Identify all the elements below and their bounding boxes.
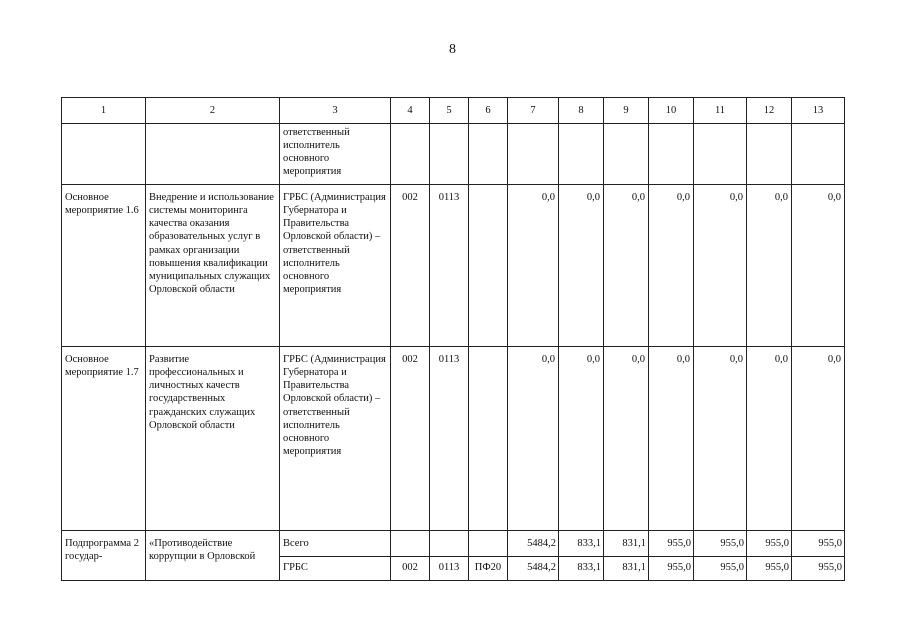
header-cell: 11 <box>694 98 747 124</box>
header-cell: 13 <box>792 98 845 124</box>
table-cell <box>792 124 845 185</box>
value-cell: 955,0 <box>649 557 694 581</box>
code-section: 0113 <box>430 557 469 581</box>
value-cell: 0,0 <box>508 347 559 531</box>
code-section: 0113 <box>430 347 469 531</box>
table-cell <box>146 124 280 185</box>
activity-executor: ГРБС (Администрация Губернатора и Правительства Орловской области) – ответственный исполнитель основного мероприятия <box>280 347 391 531</box>
value-cell: 955,0 <box>649 531 694 557</box>
header-cell: 4 <box>391 98 430 124</box>
code-grbs <box>391 531 430 557</box>
value-cell: 5484,2 <box>508 531 559 557</box>
code-target <box>469 347 508 531</box>
header-cell: 5 <box>430 98 469 124</box>
value-cell: 831,1 <box>604 557 649 581</box>
value-cell: 955,0 <box>694 557 747 581</box>
value-cell: 0,0 <box>508 185 559 347</box>
page-number: 8 <box>449 42 456 57</box>
table-cell <box>62 124 146 185</box>
value-cell: 955,0 <box>792 557 845 581</box>
value-cell: 0,0 <box>792 185 845 347</box>
subprogram-label: Подпрограмма 2 государ- <box>62 531 146 581</box>
value-cell: 833,1 <box>559 531 604 557</box>
header-cell: 6 <box>469 98 508 124</box>
code-target: ПФ20 <box>469 557 508 581</box>
value-cell: 0,0 <box>559 347 604 531</box>
subprogram-total-label: Всего <box>280 531 391 557</box>
value-cell: 0,0 <box>649 347 694 531</box>
value-cell: 0,0 <box>604 347 649 531</box>
table-cell <box>559 124 604 185</box>
header-row <box>62 98 845 124</box>
value-cell: 955,0 <box>747 557 792 581</box>
subprogram-description: «Противодействие коррупции в Орловской <box>146 531 280 581</box>
value-cell: 0,0 <box>559 185 604 347</box>
header-cell: 1 <box>62 98 146 124</box>
table-row-subprogram-total <box>62 531 845 557</box>
code-grbs: 002 <box>391 185 430 347</box>
table-cell <box>604 124 649 185</box>
activity-label: Основное мероприятие 1.7 <box>62 347 146 531</box>
header-cell: 7 <box>508 98 559 124</box>
header-cell: 2 <box>146 98 280 124</box>
value-cell: 831,1 <box>604 531 649 557</box>
code-target <box>469 185 508 347</box>
table-cell <box>430 124 469 185</box>
budget-table <box>61 97 845 581</box>
header-cell: 10 <box>649 98 694 124</box>
value-cell: 0,0 <box>792 347 845 531</box>
code-grbs: 002 <box>391 557 430 581</box>
value-cell: 955,0 <box>694 531 747 557</box>
value-cell: 0,0 <box>604 185 649 347</box>
value-cell: 0,0 <box>694 185 747 347</box>
activity-executor: ГРБС (Администрация Губернатора и Правительства Орловской области) – ответственный исполнитель основного мероприятия <box>280 185 391 347</box>
table-row-continuation <box>62 124 845 185</box>
activity-description: Развитие профессиональных и личностных качеств государственных гражданских служащих Орловской области <box>146 347 280 531</box>
table-cell <box>747 124 792 185</box>
table-cell <box>508 124 559 185</box>
table-cell <box>469 124 508 185</box>
header-cell: 12 <box>747 98 792 124</box>
activity-label: Основное мероприятие 1.6 <box>62 185 146 347</box>
activity-description: Внедрение и использование системы мониторинга качества оказания образовательных услуг в рамках организации повышения квалификации муниципальных служащих Орловской области <box>146 185 280 347</box>
value-cell: 0,0 <box>747 185 792 347</box>
header-cell: 9 <box>604 98 649 124</box>
code-section: 0113 <box>430 185 469 347</box>
value-cell: 5484,2 <box>508 557 559 581</box>
table-cell-executor: ответственный исполнитель основного мероприятия <box>280 124 391 185</box>
table-row-activity-1-7 <box>62 347 845 531</box>
code-grbs: 002 <box>391 347 430 531</box>
code-section <box>430 531 469 557</box>
value-cell: 0,0 <box>694 347 747 531</box>
value-cell: 833,1 <box>559 557 604 581</box>
table-cell <box>694 124 747 185</box>
value-cell: 0,0 <box>747 347 792 531</box>
code-target <box>469 531 508 557</box>
value-cell: 955,0 <box>792 531 845 557</box>
value-cell: 0,0 <box>649 185 694 347</box>
header-cell: 8 <box>559 98 604 124</box>
table-cell <box>649 124 694 185</box>
table-cell <box>391 124 430 185</box>
subprogram-grbs-label: ГРБС <box>280 557 391 581</box>
header-cell: 3 <box>280 98 391 124</box>
table-row-activity-1-6 <box>62 185 845 347</box>
value-cell: 955,0 <box>747 531 792 557</box>
